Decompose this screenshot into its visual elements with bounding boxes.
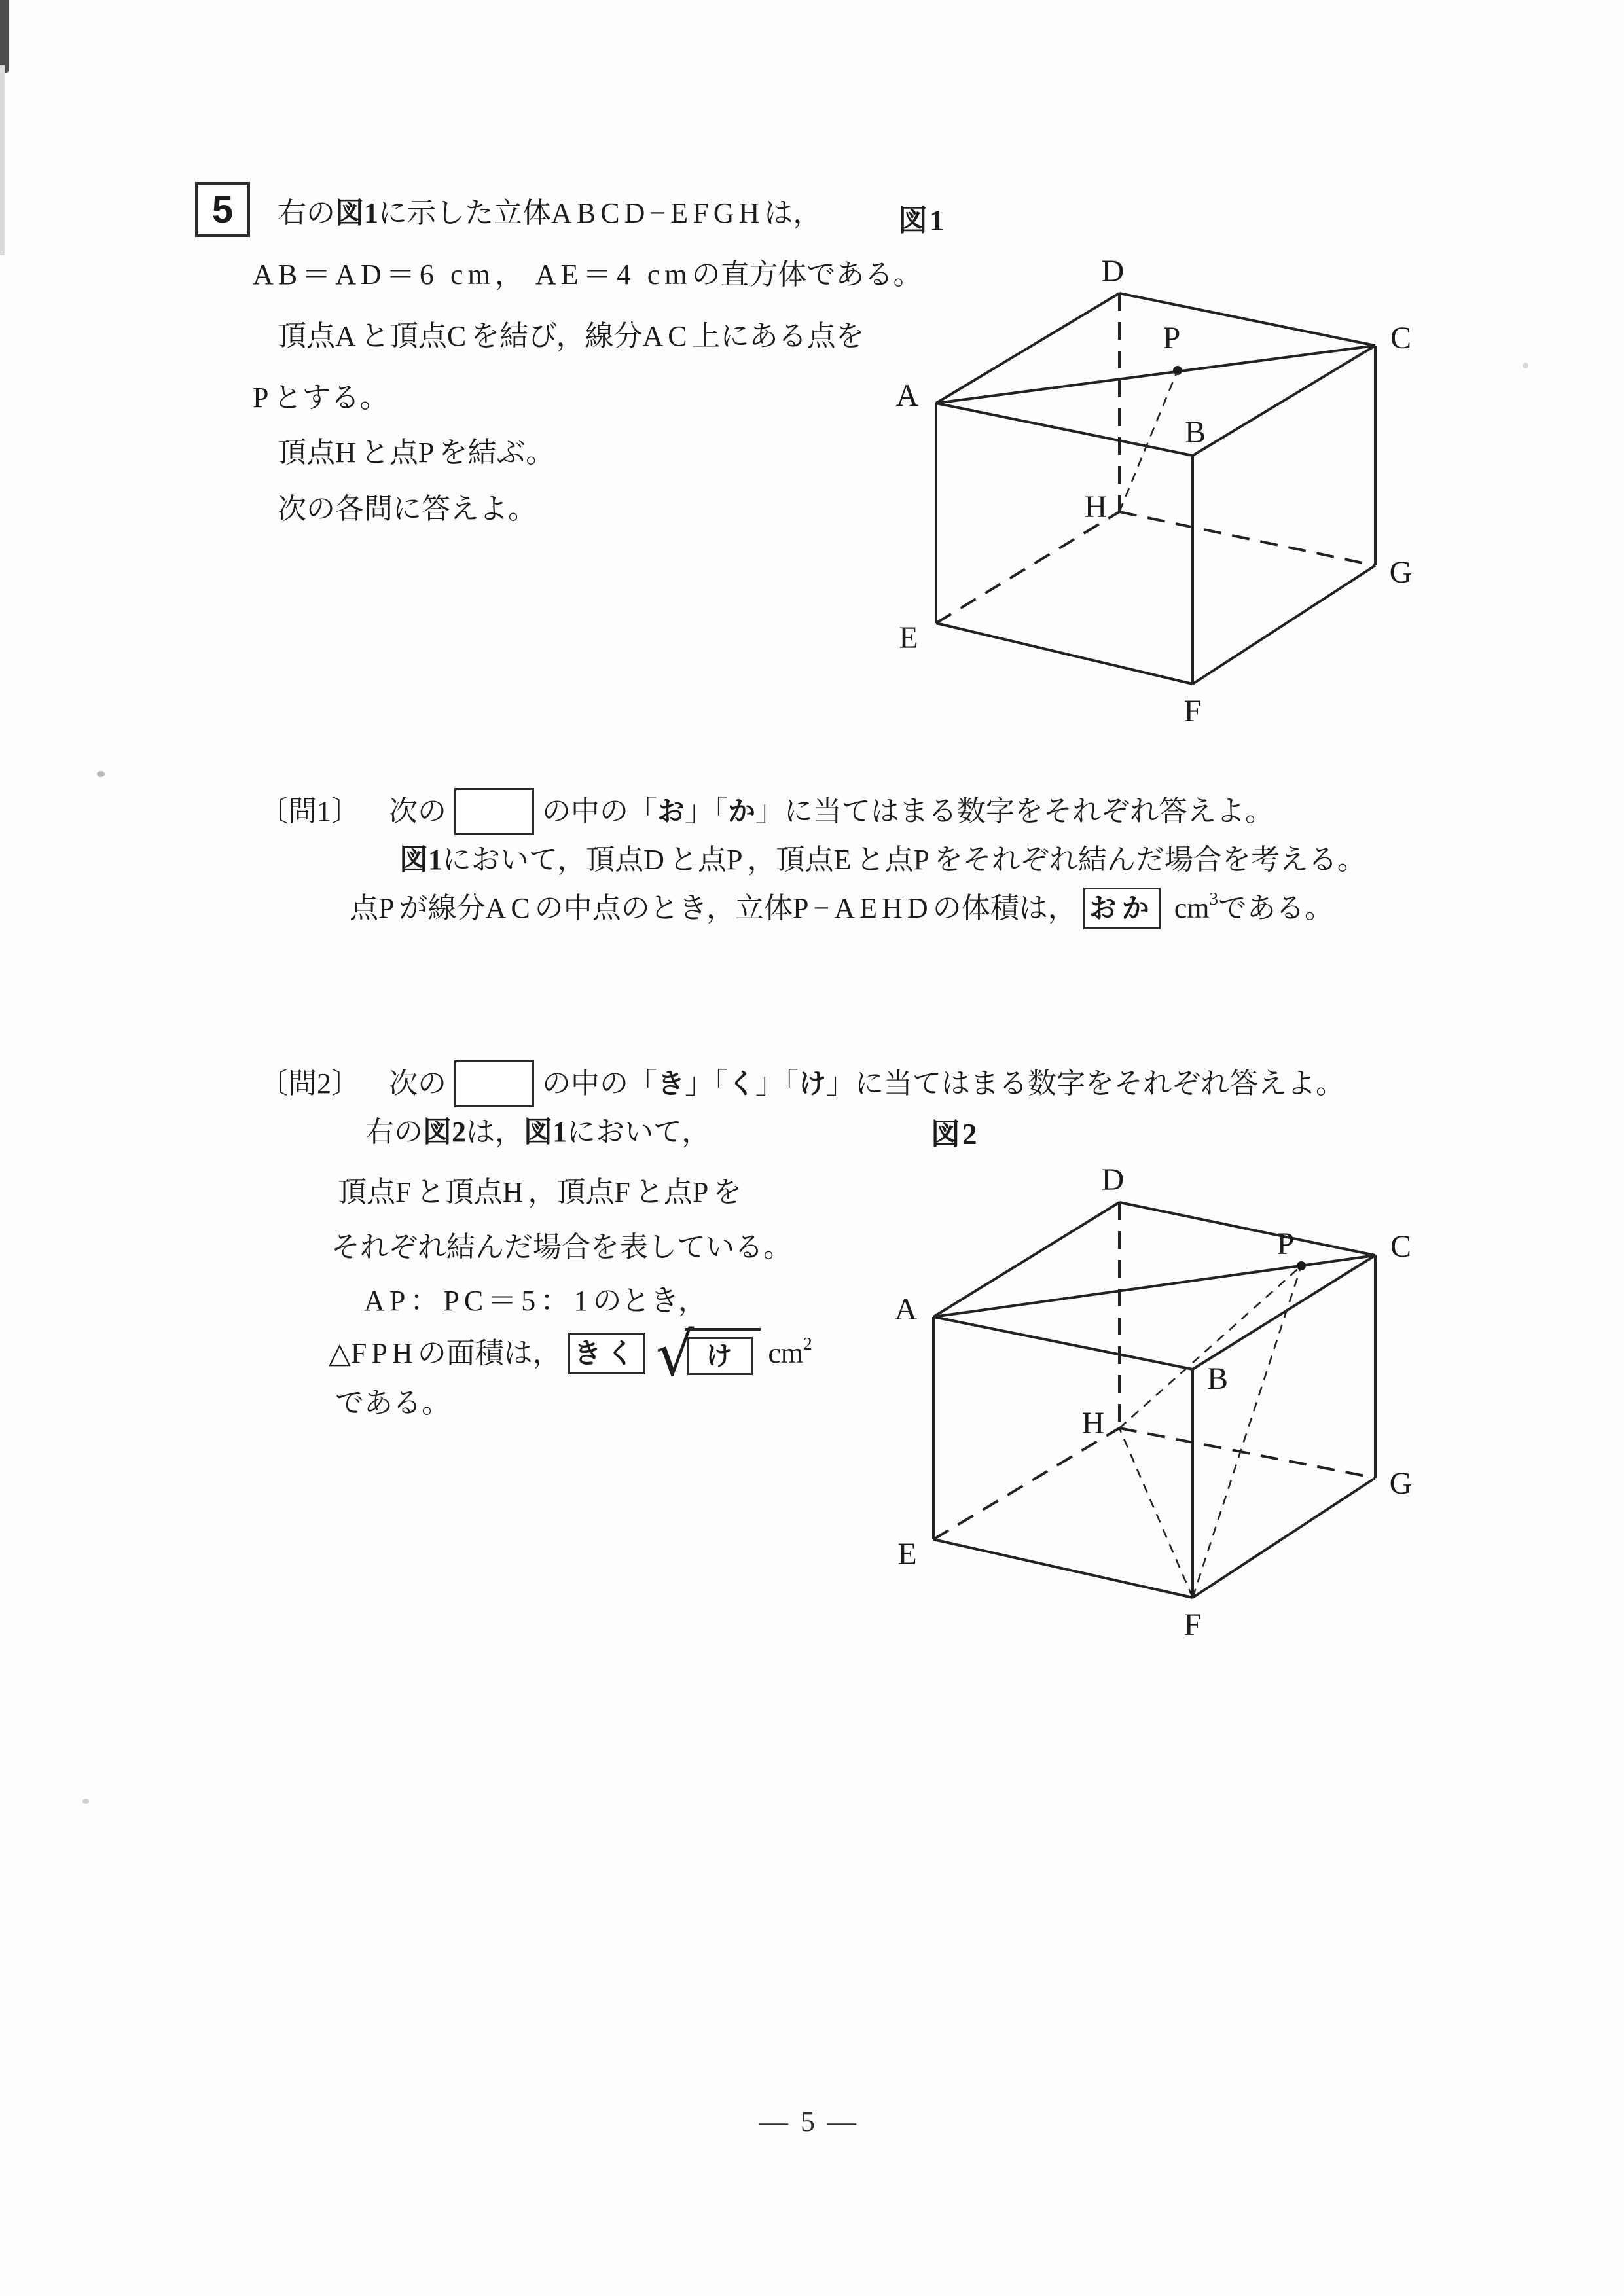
text-segment: 頂点: [278, 320, 335, 352]
text-segment: と頂点: [360, 320, 447, 352]
problem-number: 5: [211, 188, 234, 231]
edge-AC-solid: [936, 346, 1375, 403]
text-segment: それぞれ結んだ場合を表している。: [331, 1231, 792, 1263]
text-segment: 上にある点を: [691, 320, 865, 352]
scan-artifact: [0, 0, 9, 73]
q2-line-4: [331, 1228, 792, 1267]
vertex-label-F: F: [1183, 694, 1202, 728]
edge-AC-solid: [933, 1255, 1375, 1317]
vertex-label-D: D: [1101, 1162, 1125, 1197]
text-segment: P−AEHD: [792, 892, 933, 924]
intro-line-5: [278, 433, 554, 473]
text-segment: 」「: [685, 795, 729, 827]
text-segment: ABCD−EFGH: [551, 197, 765, 229]
intro-line-3: [278, 317, 865, 356]
text-segment: P: [692, 1176, 713, 1208]
vertex-label-A: A: [894, 1292, 918, 1327]
text-segment: を結ぶ。: [439, 437, 555, 469]
vertex-label-H: H: [1081, 1406, 1105, 1441]
text-segment: け: [799, 1068, 827, 1099]
text-segment: 」に当てはまる数字をそれぞれ答えよ。: [826, 1067, 1345, 1100]
q2-line-6: [329, 1319, 812, 1390]
figure-1-label: 図1: [898, 204, 947, 237]
figure-2-label: 図2: [931, 1118, 979, 1151]
text-segment: E: [833, 844, 856, 876]
intro-line-6: [278, 490, 537, 529]
text-segment: と点: [668, 844, 727, 876]
text-segment: か: [728, 796, 756, 827]
edge-EH-hidden: [933, 1428, 1119, 1539]
text-segment: のとき，: [592, 1285, 707, 1317]
text-segment: 図1: [335, 197, 378, 229]
vertex-label-P: P: [1276, 1227, 1295, 1261]
text-segment: を: [713, 1176, 742, 1208]
text-segment: F: [395, 1176, 416, 1208]
q2-line-3: [338, 1173, 742, 1212]
edge-EH-hidden: [936, 512, 1119, 623]
vertex-label-C: C: [1390, 1229, 1412, 1264]
edge-AD-solid: [936, 293, 1119, 403]
answer-placeholder-box: きく: [568, 1333, 645, 1374]
q1-line-2: [399, 840, 1366, 880]
text-segment: D: [643, 844, 669, 876]
text-segment: △: [329, 1337, 351, 1369]
text-segment: C: [446, 320, 471, 352]
edge-DC-solid: [1119, 293, 1375, 346]
text-segment: 」「: [685, 1067, 729, 1100]
text-segment: において，頂点: [442, 844, 644, 876]
q1-line-3: [350, 885, 1333, 932]
text-segment: が線分: [399, 892, 486, 924]
text-segment: の直方体である。: [691, 259, 922, 291]
text-segment: F: [614, 1176, 635, 1208]
vertex-label-A: A: [895, 378, 919, 413]
text-segment: において，: [567, 1116, 711, 1148]
text-segment: と頂点: [416, 1176, 503, 1208]
scan-artifact: [1523, 363, 1528, 368]
text-segment: は，: [764, 197, 822, 229]
scan-artifact: [97, 771, 105, 777]
figure-2-cuboid: [877, 1106, 1440, 1649]
intro-line-1: [278, 194, 821, 233]
text-segment: く: [728, 1068, 756, 1099]
answer-placeholder-box: け: [687, 1337, 753, 1375]
text-segment: 図2: [423, 1116, 466, 1148]
figure-1-cuboid: [877, 190, 1440, 733]
text-segment: をそれぞれ結んだ場合を考える。: [933, 844, 1366, 876]
text-segment: AC: [642, 320, 692, 352]
vertex-label-B: B: [1184, 415, 1206, 450]
text-segment: 〔問1〕: [259, 795, 360, 827]
text-segment: AC: [485, 892, 535, 924]
text-segment: に示した立体: [378, 197, 551, 229]
text-segment: P: [913, 844, 934, 876]
scan-artifact: [82, 1799, 89, 1804]
text-segment: 次の: [360, 795, 446, 827]
text-segment: 右の: [365, 1116, 423, 1148]
text-segment: と点: [856, 844, 914, 876]
edge-FH-construction: [1119, 1428, 1193, 1598]
edge-AB-solid: [933, 1317, 1193, 1369]
text-segment: は，: [466, 1116, 524, 1148]
vertex-label-C: C: [1390, 321, 1412, 355]
text-segment: である。: [335, 1387, 450, 1419]
text-segment: FPH: [350, 1337, 418, 1369]
text-segment: の中の「: [542, 1067, 657, 1100]
superscript: 3: [1209, 888, 1218, 908]
text-segment: P: [418, 437, 439, 469]
intro-line-4: [253, 378, 389, 418]
text-segment: AP：PC＝5：1: [364, 1285, 593, 1317]
text-segment: とする。: [273, 382, 389, 414]
text-segment: 次の各問に答えよ。: [278, 493, 537, 525]
text-segment: である。: [1218, 892, 1333, 924]
text-segment: 図1: [399, 844, 442, 876]
q1-line-1: [259, 784, 1274, 839]
point-P-dot: [1173, 366, 1182, 375]
intro-line-2: [253, 255, 922, 295]
text-segment: を結び，線分: [471, 320, 643, 352]
point-P-dot: [1297, 1261, 1306, 1270]
vertex-label-B: B: [1206, 1361, 1229, 1396]
text-segment: cm: [761, 1337, 804, 1369]
edge-HG-hidden: [1119, 1428, 1375, 1478]
text-segment: 点: [350, 892, 378, 924]
text-segment: お: [657, 796, 685, 827]
text-segment: 頂点: [338, 1176, 395, 1208]
vertex-label-P: P: [1163, 321, 1181, 355]
text-segment: 〔問2〕: [259, 1067, 360, 1100]
text-segment: 頂点: [278, 437, 335, 469]
text-segment: の中の「: [542, 795, 657, 827]
text-segment: と点: [634, 1176, 693, 1208]
text-segment: の面積は，: [417, 1337, 562, 1369]
vertex-label-E: E: [897, 1537, 917, 1571]
answer-placeholder-box: おか: [1083, 888, 1161, 929]
edge-EF-solid: [936, 623, 1193, 684]
empty-answer-frame-box: [454, 1060, 534, 1107]
edge-BC-solid: [1193, 346, 1375, 456]
q2-line-1: [259, 1056, 1344, 1111]
text-segment: H: [502, 1176, 528, 1208]
scan-artifact: [0, 65, 5, 255]
q2-line-2: [365, 1113, 710, 1152]
text-segment: H: [335, 437, 361, 469]
vertex-label-G: G: [1389, 555, 1413, 590]
vertex-label-D: D: [1101, 254, 1125, 289]
text-segment: ，頂点: [528, 1176, 615, 1208]
radical-vinculum: [685, 1328, 761, 1375]
vertex-label-G: G: [1389, 1466, 1413, 1501]
q2-line-5: [364, 1282, 707, 1321]
superscript: 2: [803, 1333, 812, 1354]
text-segment: 次の: [360, 1067, 446, 1100]
text-segment: 図1: [524, 1116, 567, 1148]
radical-sign-icon: √: [655, 1319, 695, 1390]
text-segment: 」に当てはまる数字をそれぞれ答えよ。: [755, 795, 1274, 827]
text-segment: き: [657, 1068, 685, 1099]
text-segment: P: [726, 844, 748, 876]
sqrt-expression: [655, 1319, 761, 1390]
text-segment: の体積は，: [932, 892, 1077, 924]
text-segment: AE＝4 cm: [535, 259, 692, 291]
problem-number-box: [195, 182, 250, 237]
text-segment: の中点のとき，立体: [534, 892, 793, 924]
page-number-footer: — 5 —: [759, 2106, 859, 2138]
text-segment: 右の: [278, 197, 335, 229]
edge-FP-construction: [1193, 1266, 1301, 1598]
text-segment: P: [378, 892, 399, 924]
text-segment: 」「: [755, 1067, 799, 1100]
q2-line-7: [335, 1384, 450, 1423]
edge-AD-solid: [933, 1202, 1119, 1317]
edge-DC-solid: [1119, 1202, 1375, 1255]
vertex-label-F: F: [1183, 1607, 1202, 1642]
text-segment: と点: [360, 437, 418, 469]
vertex-label-E: E: [899, 620, 918, 655]
vertex-label-H: H: [1084, 490, 1108, 524]
edge-BC-solid: [1193, 1255, 1375, 1369]
edge-FG-solid: [1193, 1478, 1375, 1598]
text-segment: AB＝AD＝6 cm，: [253, 259, 528, 291]
text-segment: [528, 260, 535, 289]
text-segment: A: [335, 320, 361, 352]
text-segment: ，頂点: [747, 844, 834, 876]
text-segment: P: [253, 382, 274, 414]
empty-answer-frame-box: [454, 788, 534, 835]
edge-EF-solid: [933, 1539, 1193, 1598]
edge-HG-hidden: [1119, 512, 1375, 565]
text-segment: cm: [1166, 892, 1210, 924]
edge-FG-solid: [1193, 565, 1375, 684]
